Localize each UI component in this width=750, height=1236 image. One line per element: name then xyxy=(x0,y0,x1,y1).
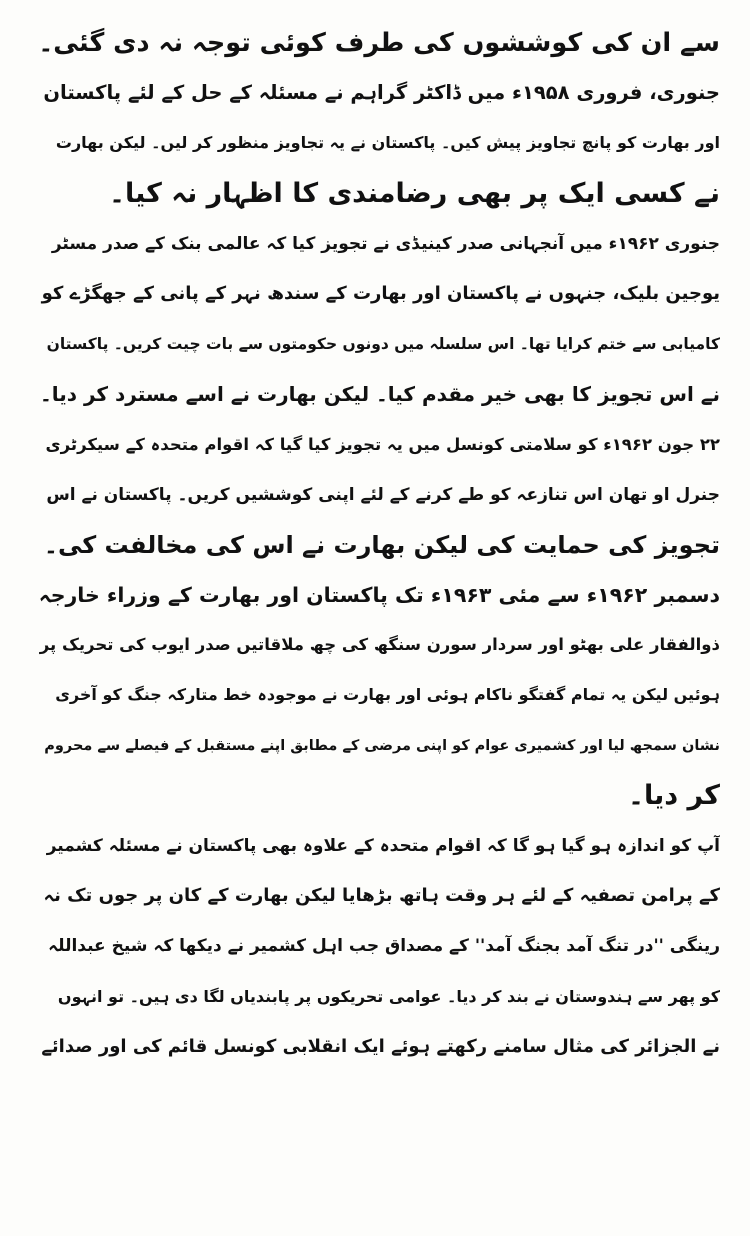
text-line: آپ کو اندازہ ہو گیا ہو گا کہ اقوام متحدہ کے علاوہ بھی پاکستان نے مسئلہ کشمیر xyxy=(46,836,720,856)
text-line: اور بھارت کو پانچ تجاویز پیش کیں۔ پاکستان نے یہ تجاویز منظور کر لیں۔ لیکن بھارت xyxy=(55,133,720,153)
text-line: دسمبر ۱۹۶۲ء سے مئی ۱۹۶۳ء تک پاکستان اور بھارت کے وزراء خارجہ xyxy=(38,583,720,608)
page-text xyxy=(38,18,720,1072)
text-line: یوجین بلیک، جنہوں نے پاکستان اور بھارت کے سندھ نہر کے پانی کے جھگڑے کو xyxy=(41,282,720,304)
text-line: جنرل او تھان اس تنازعہ کو طے کرنے کے لئے اپنی کوششیں کریں۔ پاکستان نے اس xyxy=(46,484,720,505)
text-line: نے کسی ایک پر بھی رضامندی کا اظہار نہ کیا۔ xyxy=(109,177,720,209)
text-line: کامیابی سے ختم کرایا تھا۔ اس سلسلہ میں دونوں حکومتوں سے بات چیت کریں۔ پاکستان xyxy=(46,335,720,354)
text-line: نے الجزائر کی مثال سامنے رکھتے ہوئے ایک انقلابی کونسل قائم کی اور صدائے xyxy=(41,1035,720,1057)
text-line: ہوئیں لیکن یہ تمام گفتگو ناکام ہوئی اور بھارت نے موجودہ خط متارکہ جنگ کو آخری xyxy=(55,685,720,705)
text-line: سے ان کی کوششوں کی طرف کوئی توجہ نہ دی گئی۔ xyxy=(38,28,720,58)
text-line: جنوری، فروری ۱۹۵۸ء میں ڈاکٹر گراہم نے مسئلہ کے حل کے لئے پاکستان xyxy=(43,81,720,105)
text-line: تجویز کی حمایت کی لیکن بھارت نے اس کی مخالفت کی۔ xyxy=(43,530,720,559)
text-line: کر دیا۔ xyxy=(628,779,720,811)
text-line: جنوری ۱۹۶۲ء میں آنجہانی صدر کینیڈی نے تجویز کیا کہ عالمی بنک کے صدر مسٹر xyxy=(51,233,720,254)
text-line: رینگی ''در تنگ آمد بجنگ آمد'' کے مصداق جب اہل کشمیر نے دیکھا کہ شیخ عبداللہ xyxy=(48,936,720,957)
text-line: ۲۲ جون ۱۹۶۲ء کو سلامتی کونسل میں یہ تجویز کیا گیا کہ اقوام متحدہ کے سیکرٹری xyxy=(45,434,720,454)
text-line: نشان سمجھ لیا اور کشمیری عوام کو اپنی مرضی کے مطابق اپنے مستقبل کے فیصلے سے محروم xyxy=(44,737,720,754)
text-line: نے اس تجویز کا بھی خیر مقدم کیا۔ لیکن بھارت نے اسے مسترد کر دیا۔ xyxy=(40,382,720,407)
text-line: کے پرامن تصفیہ کے لئے ہر وقت ہاتھ بڑھایا لیکن بھارت کے کان پر جوں تک نہ xyxy=(43,885,720,907)
text-line: ذوالفقار علی بھٹو اور سردار سورن سنگھ کی چھ ملاقاتیں صدر ایوب کی تحریک پر xyxy=(39,635,720,655)
text-line: کو پھر سے ہندوستان نے بند کر دیا۔ عوامی تحریکوں پر پابندیاں لگا دی ہیں۔ تو انہوں xyxy=(57,986,720,1006)
